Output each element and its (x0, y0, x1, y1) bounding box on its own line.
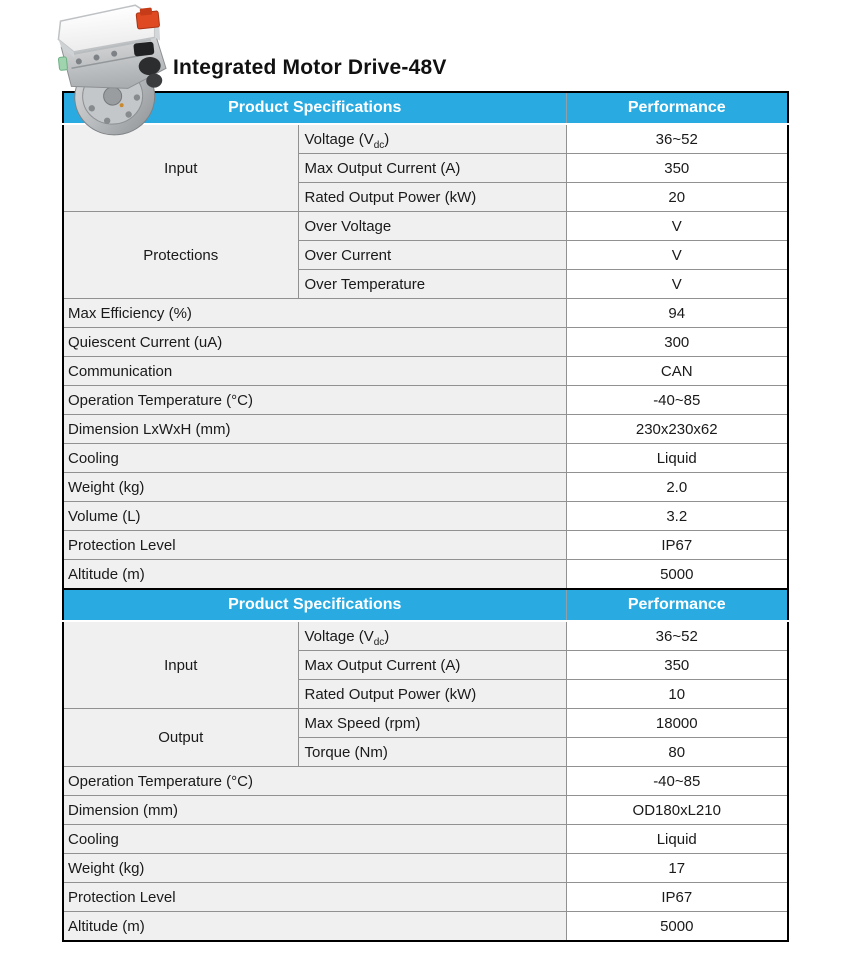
param-text: Over Voltage (304, 217, 392, 235)
page-title: Integrated Motor Drive-48V (173, 56, 447, 79)
table-row (63, 444, 788, 473)
spec-param-cell (298, 270, 566, 299)
column-header-product-specifications: Product Specifications (63, 92, 566, 124)
spec-value-cell: 230x230x62 (566, 415, 788, 444)
table-row (63, 415, 788, 444)
table-row (63, 473, 788, 502)
spec-param-cell (298, 241, 566, 270)
param-text: Over Temperature (304, 275, 426, 293)
spec-label-cell: Quiescent Current (uA) (63, 328, 566, 357)
spec-group-cell: Input (63, 621, 298, 709)
spec-value-cell: 80 (566, 738, 788, 767)
spec-value-cell: Liquid (566, 825, 788, 854)
table-row (63, 212, 788, 241)
spec-label-cell: Protection Level (63, 531, 566, 560)
column-header-performance: Performance (566, 92, 788, 124)
spec-label-cell: Altitude (m) (63, 560, 566, 590)
table-row (63, 531, 788, 560)
spec-label-cell: Max Efficiency (%) (63, 299, 566, 328)
param-subscript: dc (373, 636, 385, 648)
table-row (63, 299, 788, 328)
table-row (63, 883, 788, 912)
black-connector (133, 42, 154, 57)
spec-value-cell: V (566, 270, 788, 299)
spec-value-cell: 18000 (566, 709, 788, 738)
spec-label-cell: Operation Temperature (°C) (63, 386, 566, 415)
param-text: Max Output Current (A) (304, 159, 461, 177)
table-row (63, 560, 788, 590)
housing-detail (58, 57, 67, 71)
spec-value-cell: 10 (566, 680, 788, 709)
param-text: Voltage (V (304, 627, 374, 645)
spec-param-cell (298, 738, 566, 767)
spec-value-cell: -40~85 (566, 386, 788, 415)
spec-label-cell: Dimension (mm) (63, 796, 566, 825)
spec-value-cell: 350 (566, 154, 788, 183)
param-subscript: dc (373, 139, 385, 151)
spec-value-cell: 300 (566, 328, 788, 357)
param-text: Rated Output Power (kW) (304, 188, 477, 206)
spec-value-cell: OD180xL210 (566, 796, 788, 825)
spec-value-cell: V (566, 212, 788, 241)
spec-value-cell: 94 (566, 299, 788, 328)
spec-value-cell: 17 (566, 854, 788, 883)
spec-label-cell: Operation Temperature (°C) (63, 767, 566, 796)
spec-label-cell: Dimension LxWxH (mm) (63, 415, 566, 444)
table-row (63, 502, 788, 531)
spec-label-cell: Weight (kg) (63, 854, 566, 883)
spec-label-cell: Protection Level (63, 883, 566, 912)
spec-tables (62, 91, 787, 942)
spec-param-cell (298, 183, 566, 212)
spec-value-cell: 2.0 (566, 473, 788, 502)
spec-value-cell: CAN (566, 357, 788, 386)
param-text: Over Current (304, 246, 392, 264)
spec-param-cell (298, 154, 566, 183)
spec-label-cell: Communication (63, 357, 566, 386)
spec-param-cell (298, 709, 566, 738)
spec-label-cell: Cooling (63, 825, 566, 854)
table-row (63, 709, 788, 738)
param-text: Voltage (V (304, 130, 374, 148)
spec-value-cell: 350 (566, 651, 788, 680)
spec-value-cell: -40~85 (566, 767, 788, 796)
table-row (63, 912, 788, 942)
spec-label-cell: Cooling (63, 444, 566, 473)
table-row (63, 621, 788, 651)
spec-param-cell (298, 651, 566, 680)
spec-group-cell: Output (63, 709, 298, 767)
table-row (63, 357, 788, 386)
param-tail: ) (384, 130, 390, 148)
spec-value-cell: 5000 (566, 560, 788, 590)
param-text: Max Speed (rpm) (304, 714, 421, 732)
table-row (63, 386, 788, 415)
table-row (63, 825, 788, 854)
spec-value-cell: 36~52 (566, 124, 788, 154)
column-header-product-specifications: Product Specifications (63, 589, 566, 621)
table-header-row (63, 589, 788, 621)
table-row (63, 796, 788, 825)
spec-table-drive (62, 91, 789, 590)
param-tail: ) (384, 627, 390, 645)
param-text: Max Output Current (A) (304, 656, 461, 674)
table-row (63, 854, 788, 883)
spec-value-cell: V (566, 241, 788, 270)
spec-value-cell: IP67 (566, 883, 788, 912)
spec-label-cell: Weight (kg) (63, 473, 566, 502)
spec-group-cell: Input (63, 124, 298, 212)
param-text: Torque (Nm) (304, 743, 388, 761)
table-row (63, 328, 788, 357)
spec-param-cell (298, 212, 566, 241)
spec-table-motor (62, 588, 789, 942)
spec-value-cell: Liquid (566, 444, 788, 473)
spec-param-cell (298, 124, 566, 154)
spec-label-cell: Altitude (m) (63, 912, 566, 942)
table-row (63, 767, 788, 796)
spec-group-cell: Protections (63, 212, 298, 299)
spec-value-cell: IP67 (566, 531, 788, 560)
spec-value-cell: 3.2 (566, 502, 788, 531)
product-photo (50, 2, 174, 140)
column-header-performance: Performance (566, 589, 788, 621)
spec-label-cell: Volume (L) (63, 502, 566, 531)
spec-param-cell (298, 680, 566, 709)
spec-value-cell: 5000 (566, 912, 788, 942)
spec-value-cell: 36~52 (566, 621, 788, 651)
param-text: Rated Output Power (kW) (304, 685, 477, 703)
spec-value-cell: 20 (566, 183, 788, 212)
spec-param-cell (298, 621, 566, 651)
